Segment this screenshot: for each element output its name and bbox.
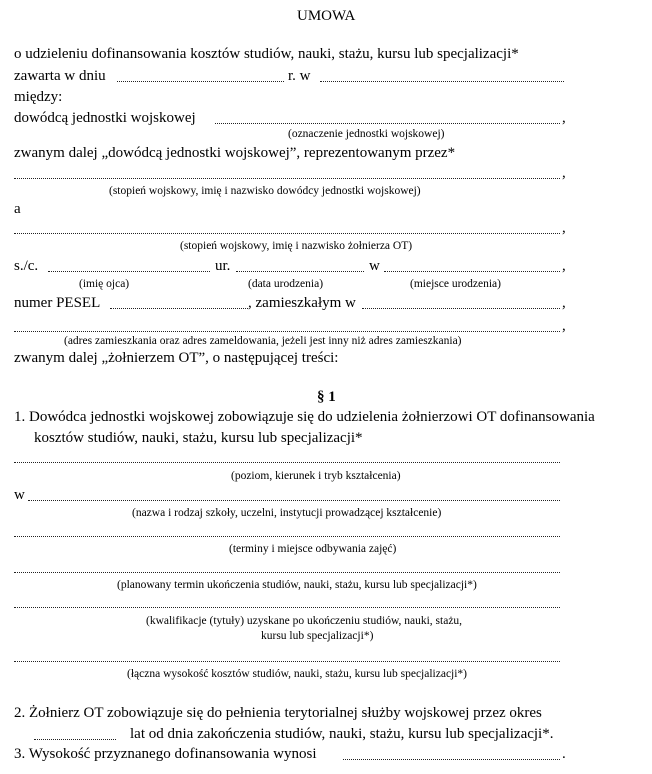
- soldier-caption: (stopień wojskowy, imię i nazwisko żołnierza OT): [180, 240, 413, 252]
- paragraph-1-line-2: kosztów studiów, nauki, stażu, kursu lub specjalizacji*: [34, 430, 363, 446]
- birthdate-caption: (data urodzenia): [248, 278, 324, 290]
- service-years-field[interactable]: [34, 738, 116, 740]
- comma: ,: [562, 258, 566, 274]
- paragraph-1-line-1: 1. Dowódca jednostki wojskowej zobowiązuje się do udzielenia żołnierzowi OT dofinansowania: [14, 409, 595, 425]
- commander-called-text: zwanym dalej „dowódcą jednostki wojskowej”, reprezentowanym przez*: [14, 145, 456, 161]
- qualifications-caption-2: kursu lub specjalizacji*): [261, 630, 374, 642]
- pesel-field[interactable]: [110, 307, 248, 309]
- commander-field[interactable]: [14, 177, 560, 179]
- funding-amount-field[interactable]: [343, 758, 560, 760]
- document-title: UMOWA: [297, 8, 356, 24]
- comma: ,: [562, 220, 566, 236]
- school-prefix: w: [14, 487, 25, 503]
- end-date-field[interactable]: [14, 571, 560, 573]
- comma: ,: [562, 295, 566, 311]
- education-level-field[interactable]: [14, 461, 560, 463]
- comma: ,: [562, 318, 566, 334]
- school-field[interactable]: [28, 499, 560, 501]
- commander-label: dowódcą jednostki wojskowej: [14, 110, 196, 126]
- section-heading: § 1: [317, 389, 336, 405]
- school-caption: (nazwa i rodzaj szkoły, uczelni, instytucji prowadzącej kształcenie): [132, 507, 442, 519]
- residence-field[interactable]: [362, 307, 560, 309]
- address-caption: (adres zamieszkania oraz adres zameldowania, jeżeli jest inny niż adres zamieszkania): [64, 335, 462, 347]
- unit-field[interactable]: [215, 122, 560, 124]
- comma: ,: [562, 165, 566, 181]
- commander-caption: (stopień wojskowy, imię i nazwisko dowódcy jednostki wojskowej): [109, 185, 421, 197]
- end-date-caption: (planowany termin ukończenia studiów, nauki, stażu, kursu lub specjalizacji*): [117, 579, 477, 591]
- concluded-on-label: zawarta w dniu: [14, 68, 106, 84]
- education-level-caption: (poziom, kierunek i tryb kształcenia): [231, 470, 401, 482]
- place-field[interactable]: [320, 80, 564, 82]
- dates-place-caption: (terminy i miejsce odbywania zajęć): [229, 543, 397, 555]
- total-cost-field[interactable]: [14, 660, 560, 662]
- total-cost-caption: (łączna wysokość kosztów studiów, nauki, stażu, kursu lub specjalizacji*): [127, 668, 468, 680]
- place-label: r. w: [288, 68, 311, 84]
- father-caption: (imię ojca): [79, 278, 130, 290]
- comma: ,: [562, 110, 566, 126]
- paragraph-3: 3. Wysokość przyznanego dofinansowania wynosi: [14, 746, 317, 762]
- qualifications-caption-1: (kwalifikacje (tytuły) uzyskane po ukończeniu studiów, nauki, stażu,: [146, 615, 463, 627]
- and-label: a: [14, 201, 21, 217]
- between-label: między:: [14, 89, 63, 105]
- qualifications-field[interactable]: [14, 606, 560, 608]
- born-label: ur.: [215, 258, 231, 274]
- son-of-label: s./c.: [14, 258, 39, 274]
- birthdate-field[interactable]: [236, 270, 364, 272]
- dates-place-field[interactable]: [14, 535, 560, 537]
- birthplace-label: w: [369, 258, 380, 274]
- date-field[interactable]: [117, 80, 284, 82]
- birthplace-caption: (miejsce urodzenia): [410, 278, 501, 290]
- soldier-field[interactable]: [14, 232, 560, 234]
- unit-caption: (oznaczenie jednostki wojskowej): [288, 128, 445, 140]
- father-name-field[interactable]: [48, 270, 210, 272]
- birthplace-field[interactable]: [384, 270, 560, 272]
- soldier-called-text: zwanym dalej „żołnierzem OT”, o następującej treści:: [14, 350, 339, 366]
- resident-label: , zamieszkałym w: [248, 295, 356, 311]
- pesel-label: numer PESEL: [14, 295, 101, 311]
- period: .: [562, 746, 566, 762]
- paragraph-2-line-2: lat od dnia zakończenia studiów, nauki, stażu, kursu lub specjalizacji*.: [130, 726, 554, 742]
- agreement-subject: o udzieleniu dofinansowania kosztów studiów, nauki, stażu, kursu lub specjalizacji*: [14, 46, 519, 62]
- paragraph-2-line-1: 2. Żołnierz OT zobowiązuje się do pełnienia terytorialnej służby wojskowej przez okres: [14, 705, 542, 721]
- address-field[interactable]: [14, 330, 560, 332]
